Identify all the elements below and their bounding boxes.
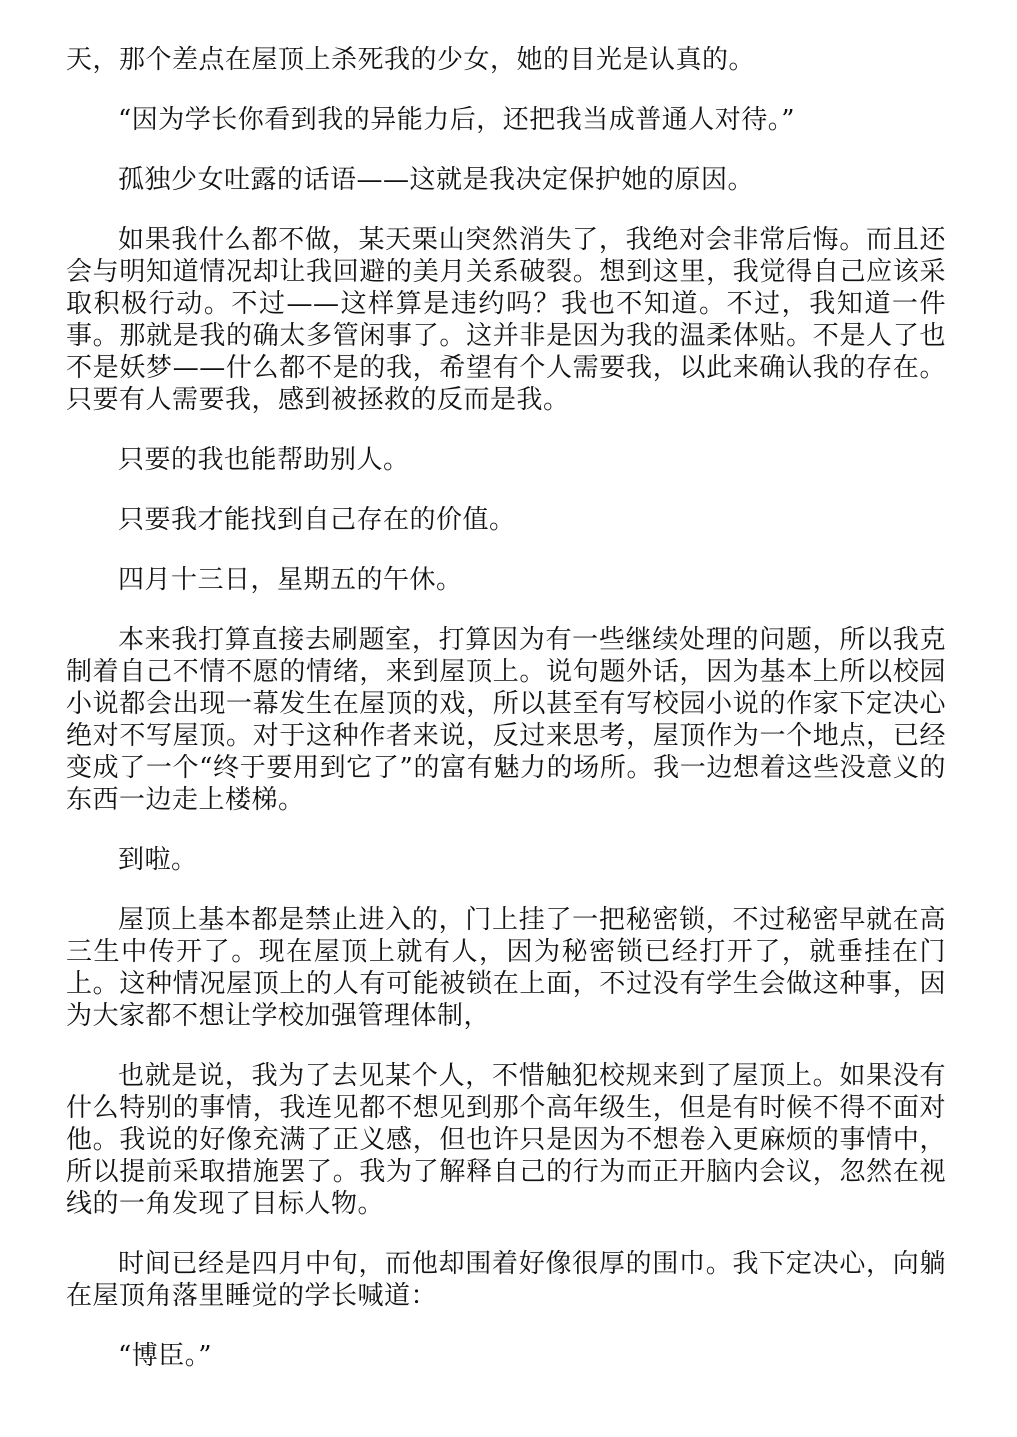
paragraph: 屋顶上基本都是禁止进入的，门上挂了一把秘密锁，不过秘密早就在高三生中传开了。现在屋顶上就有人，因为秘密锁已经打开了，就垂挂在门上。这种情况屋顶上的人有可能被锁在上面，不过没有学生会做这种事，因为大家都不想让学校加强管理体制， [66,905,946,1031]
paragraph: 只要我才能找到自己存在的价值。 [118,505,516,535]
paragraph: 也就是说，我为了去见某个人，不惜触犯校规来到了屋顶上。如果没有什么特别的事情，我连见都不想见到那个高年级生，但是有时候不得不面对他。我说的好像充满了正义感，但也许只是因为不想卷入更麻烦的事情中，所以提前采取措施罢了。我为了解释自己的行为而正开脑内会议，忽然在视线的一角发现了目标人物。 [66,1061,946,1219]
paragraph: 四月十三日，星期五的午休。 [118,565,463,595]
paragraph: 只要的我也能帮助别人。 [118,445,410,475]
paragraph: 如果我什么都不做，某天栗山突然消失了，我绝对会非常后悔。而且还会与明知道情况却让我回避的美月关系破裂。想到这里，我觉得自己应该采取积极行动。不过——这样算是违约吗？我也不知道。不过，我知道一件事。那就是我的确太多管闲事了。这并非是因为我的温柔体贴。不是人了也不是妖梦——什么都不是的我，希望有个人需要我，以此来确认我的存在。只要有人需要我，感到被拯救的反而是我。 [66,225,946,415]
paragraph: 本来我打算直接去刷题室，打算因为有一些继续处理的问题，所以我克制着自己不情不愿的情绪，来到屋顶上。说句题外话，因为基本上所以校园小说都会出现一幕发生在屋顶的戏，所以甚至有写校园小说的作家下定决心绝对不写屋顶。对于这种作者来说，反过来思考，屋顶作为一个地点，已经变成了一个“终于要用到它了”的富有魅力的场所。我一边想着这些没意义的东西一边走上楼梯。 [66,625,946,815]
paragraph: 到啦。 [118,845,198,875]
paragraph: “因为学长你看到我的异能力后，还把我当成普通人对待。” [118,105,796,135]
paragraph: 孤独少女吐露的话语——这就是我决定保护她的原因。 [118,165,755,195]
paragraph: “博臣。” [118,1341,213,1371]
document-page [66,44,946,1400]
paragraph: 天，那个差点在屋顶上杀死我的少女，她的目光是认真的。 [66,45,756,75]
paragraph: 时间已经是四月中旬，而他却围着好像很厚的围巾。我下定决心，向躺在屋顶角落里睡觉的学长喊道： [66,1249,946,1311]
